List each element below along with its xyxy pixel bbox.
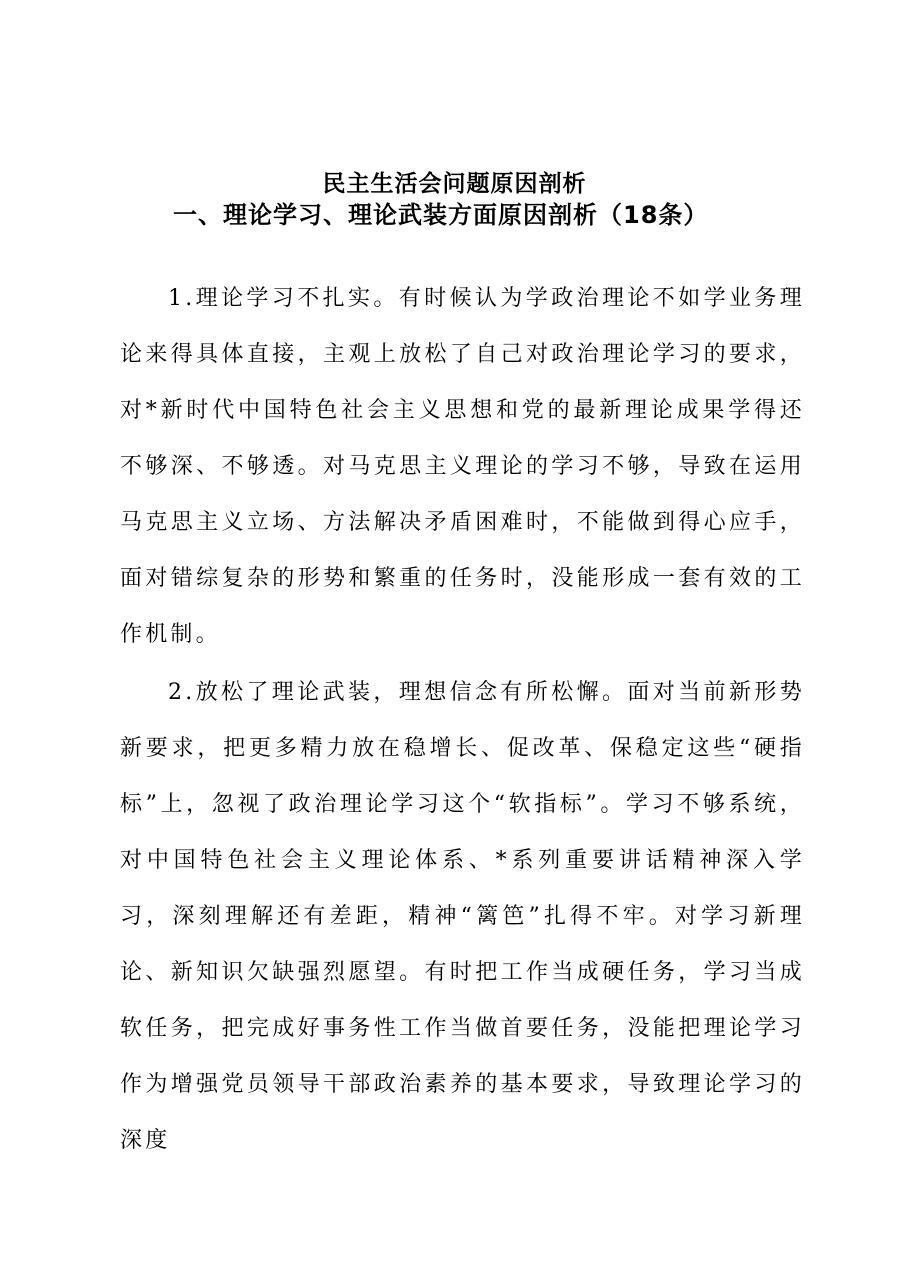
paragraph-2: 2.放松了理论武装，理想信念有所松懈。面对当前新形势新要求，把更多精力放在稳增长、促改革、保稳定这些“硬指标”上，忽视了政治理论学习这个“软指标”。学习不够系统，对中国特色社会主义理论体系、*系列重要讲话精神深入学习，深刻理解还有差距，精神“篱笆”扎得不牢。对学习新理论、新知识欠缺强烈愿望。有时把工作当成硬任务，学习当成软任务，把完成好事务性工作当做首要任务，没能把理论学习作为增强党员领导干部政治素养的基本要求，导致理论学习的深度 — [120, 680, 805, 1153]
paragraph-1: 1.理论学习不扎实。有时候认为学政治理论不如学业务理论来得具体直接，主观上放松了自己对政治理论学习的要求，对*新时代中国特色社会主义思想和党的最新理论成果学得还不够深、不够透。对马克思主义理论的学习不够，导致在运用马克思主义立场、方法解决矛盾困难时，不能做到得心应手，面对错综复杂的形势和繁重的任务时，没能形成一套有效的工作机制。 — [120, 286, 805, 647]
section-heading: 一、理论学习、理论武装方面原因剖析（18条） — [173, 201, 709, 229]
document-title: 民主生活会问题原因剖析 — [322, 170, 587, 197]
